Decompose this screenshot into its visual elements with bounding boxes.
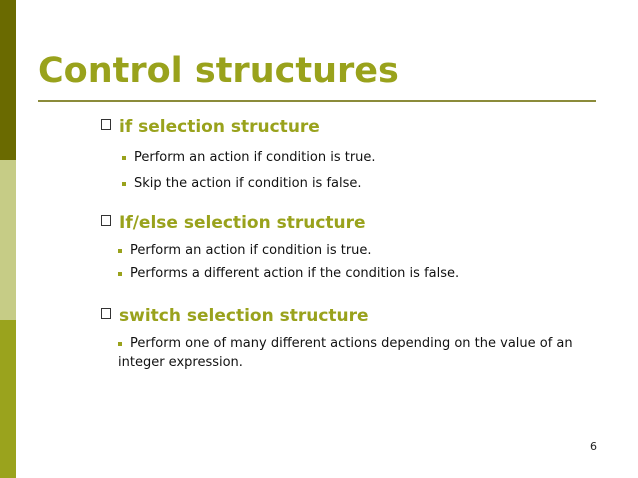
section-heading-switch: switch selection structure bbox=[101, 308, 369, 325]
bullet-dot-icon bbox=[118, 272, 122, 276]
bullet-dot-icon bbox=[118, 249, 122, 253]
section-heading-if: if selection structure bbox=[101, 119, 320, 136]
bullet-item: Perform one of many different actions depending on the value of an integer expression. bbox=[118, 336, 573, 370]
section-heading-if-else: If/else selection structure bbox=[101, 215, 366, 232]
bullet-item: Perform an action if condition is true. bbox=[122, 151, 376, 164]
bullet-dot-icon bbox=[118, 342, 122, 346]
bullet-dot-icon bbox=[122, 182, 126, 186]
square-bullet-icon bbox=[101, 308, 111, 319]
bullet-item: Skip the action if condition is false. bbox=[122, 177, 362, 190]
sidebar-stripe-top bbox=[0, 0, 16, 160]
bullet-item: Perform an action if condition is true. bbox=[118, 244, 372, 257]
page-number: 6 bbox=[590, 440, 597, 453]
square-bullet-icon bbox=[101, 119, 111, 130]
sidebar-stripe-bottom bbox=[0, 320, 16, 478]
bullet-item: Performs a different action if the condition is false. bbox=[118, 267, 459, 280]
title-underline bbox=[38, 100, 596, 102]
bullet-dot-icon bbox=[122, 156, 126, 160]
square-bullet-icon bbox=[101, 215, 111, 226]
sidebar-stripe-middle bbox=[0, 160, 16, 320]
slide-title: Control structures bbox=[38, 51, 399, 91]
